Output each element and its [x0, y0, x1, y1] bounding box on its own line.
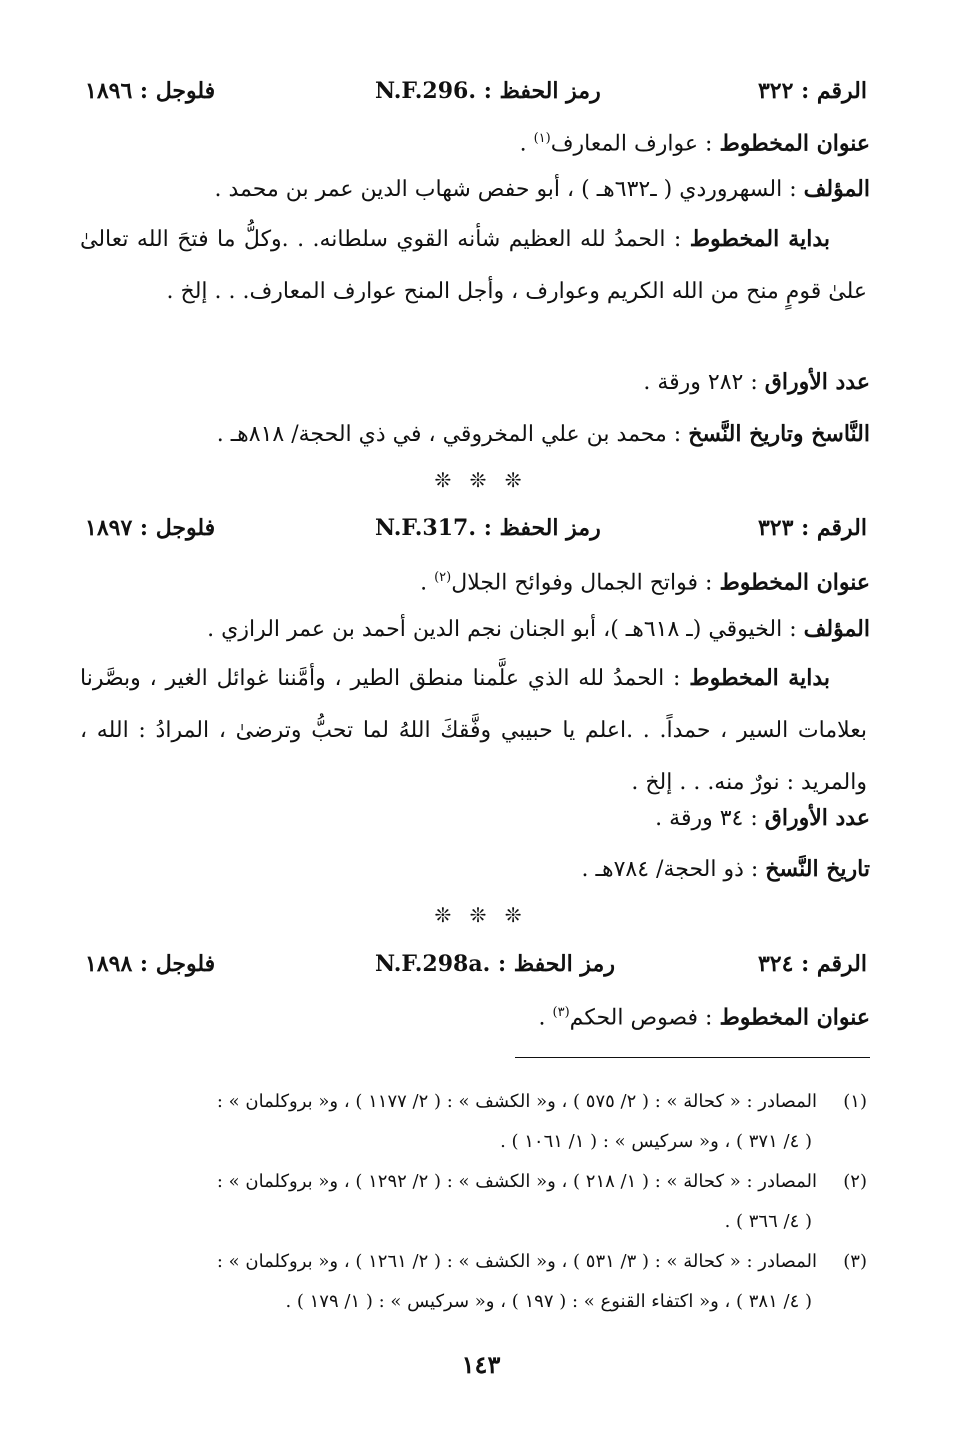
footnote-ref: (١): [533, 131, 551, 146]
footnote-separator: [515, 1057, 870, 1058]
leaves-label: عدد الأوراق: [764, 805, 870, 831]
footnote-ref: (٢): [434, 570, 452, 585]
footnote-line: [80, 1242, 867, 1282]
incipit-value: : الحمدُ لله الذي علَّمنا منطق الطير ، وأمَّننا غوائل الغير ، وبصَّرنا بعلامات السير ، حمداً. . .اعلم يا حبيبي وفَّقكَ اللهُ لما تحبُّ وترضىٰ ، المرادُ : الله ، والمريد : نورٌ منه. . . إلخ .: [80, 666, 867, 795]
title-label: عنوان المخطوط: [719, 569, 870, 596]
author-label: المؤلف: [803, 176, 870, 202]
copy-date-value: : ذو الحجة/ ٧٨٤هـ .: [581, 857, 766, 882]
title-value: : فواتح الجمال وفوائح الجلال: [451, 570, 720, 596]
title-end: .: [420, 570, 435, 596]
section-divider: ❊ ❊ ❊: [434, 468, 528, 492]
incipit-paragraph: [80, 652, 867, 809]
author-label: المؤلف: [803, 616, 870, 642]
copy-date-label: تاريخ النَّسخ: [765, 856, 870, 882]
title-end: .: [519, 131, 534, 157]
leaves-value: : ٢٨٢ ورقة .: [643, 370, 765, 395]
entry-number: الرقم : ٣٢٣: [757, 515, 867, 541]
copyist-value: : محمد بن علي المخروقي ، في ذي الحجة/ ٨١٨هـ .: [216, 422, 689, 447]
section-divider: ❊ ❊ ❊: [434, 903, 528, 927]
shelfmark-label: رمز الحفظ :: [483, 515, 601, 541]
title-label: عنوان المخطوط: [719, 1004, 870, 1031]
author-line: [70, 174, 870, 205]
footnote-line: [80, 1082, 867, 1122]
title-end: .: [538, 1005, 553, 1031]
shelfmark-value: N.F.317.: [375, 515, 477, 541]
footnote-text: المصادر : « كحالة » : ( ٢/ ٥٧٥ ) ، و« الكشف » : ( ٢/ ١١٧٧ ) ، و« بروكلمان » :: [216, 1091, 817, 1112]
footnote-number: (١): [843, 1091, 867, 1112]
leaves-line: [70, 367, 870, 398]
title-label: عنوان المخطوط: [719, 130, 870, 157]
incipit-label: بداية المخطوط: [689, 226, 830, 252]
footnote: [80, 1242, 867, 1322]
author-value: : السهروردي ( ـ٦٣٢هـ ) ، أبو حفص شهاب الدين عمر بن محمد .: [214, 177, 804, 202]
shelfmark-label: رمز الحفظ :: [497, 951, 615, 977]
shelfmark: [375, 515, 601, 541]
footnote-text: المصادر : « كحالة » : ( ٣/ ٥٣١ ) ، و« الكشف » : ( ٢/ ١٢٦١ ) ، و« بروكلمان » :: [216, 1251, 817, 1272]
title-value: : فصوص الحكم: [569, 1005, 720, 1031]
footnote: [80, 1082, 867, 1162]
footnote: [80, 1162, 867, 1242]
author-value: : الخيوقي (ـ ٦١٨هـ )، أبو الجنان نجم الدين أحمد بن عمر الرازي .: [207, 617, 804, 642]
flugel-number: فلوجل : ١٨٩٨: [85, 951, 216, 977]
flugel-number: فلوجل : ١٨٩٦: [85, 78, 216, 104]
leaves-line: [70, 803, 870, 834]
incipit-paragraph: [80, 213, 867, 318]
entry-number: الرقم : ٣٢٢: [757, 78, 867, 104]
footnote-number: (٢): [843, 1171, 867, 1192]
leaves-value: : ٣٤ ورقة .: [655, 806, 765, 831]
footnote-ref: (٣): [552, 1005, 570, 1020]
title-line: [70, 563, 870, 598]
shelfmark-label: رمز الحفظ :: [483, 78, 601, 104]
title-line: [70, 124, 870, 159]
footnote-line: ( ٤/ ٣٦٦ ) .: [724, 1211, 812, 1232]
footnote-line: [80, 1162, 867, 1202]
incipit-label: بداية المخطوط: [689, 665, 830, 691]
title-line: [70, 998, 870, 1033]
shelfmark-value: N.F.296.: [375, 78, 477, 104]
entry-number: الرقم : ٣٢٤: [757, 951, 867, 977]
shelfmark: [375, 78, 601, 104]
flugel-number: فلوجل : ١٨٩٧: [85, 515, 216, 541]
incipit-value: : الحمدُ لله العظيم شأنه القوي سلطانه. . .وكلُّ ما فتحَ الله تعالىٰ علىٰ قومٍ منح من الله الكريم وعوارف ، وأجل المنح عوارف المعارف. . . إلخ .: [80, 227, 867, 304]
footnote-number: (٣): [843, 1251, 867, 1272]
footnote-text: المصادر : « كحالة » : ( ١/ ٢١٨ ) ، و« الكشف » : ( ٢/ ١٢٩٢ ) ، و« بروكلمان » :: [216, 1171, 817, 1192]
copyist-label: النَّاسخ وتاريخ النَّسخ: [688, 421, 870, 447]
title-value: : عوارف المعارف: [550, 131, 720, 157]
copy-date-line: [70, 854, 870, 885]
shelfmark: [375, 951, 615, 977]
leaves-label: عدد الأوراق: [764, 369, 870, 395]
shelfmark-value: N.F.298a.: [375, 951, 491, 977]
footnote-line: ( ٤/ ٣٧١ ) ، و« سركيس » : ( ١/ ١٠٦١ ) .: [500, 1131, 812, 1152]
copyist-line: [70, 419, 870, 450]
page-number: ١٤٣: [461, 1350, 501, 1379]
author-line: [70, 614, 870, 645]
footnote-line: ( ٤/ ٣٨١ ) ، و« اكتفاء القنوع » : ( ١٩٧ ) ، و« سركيس » : ( ١/ ١٧٩ ) .: [285, 1291, 812, 1312]
